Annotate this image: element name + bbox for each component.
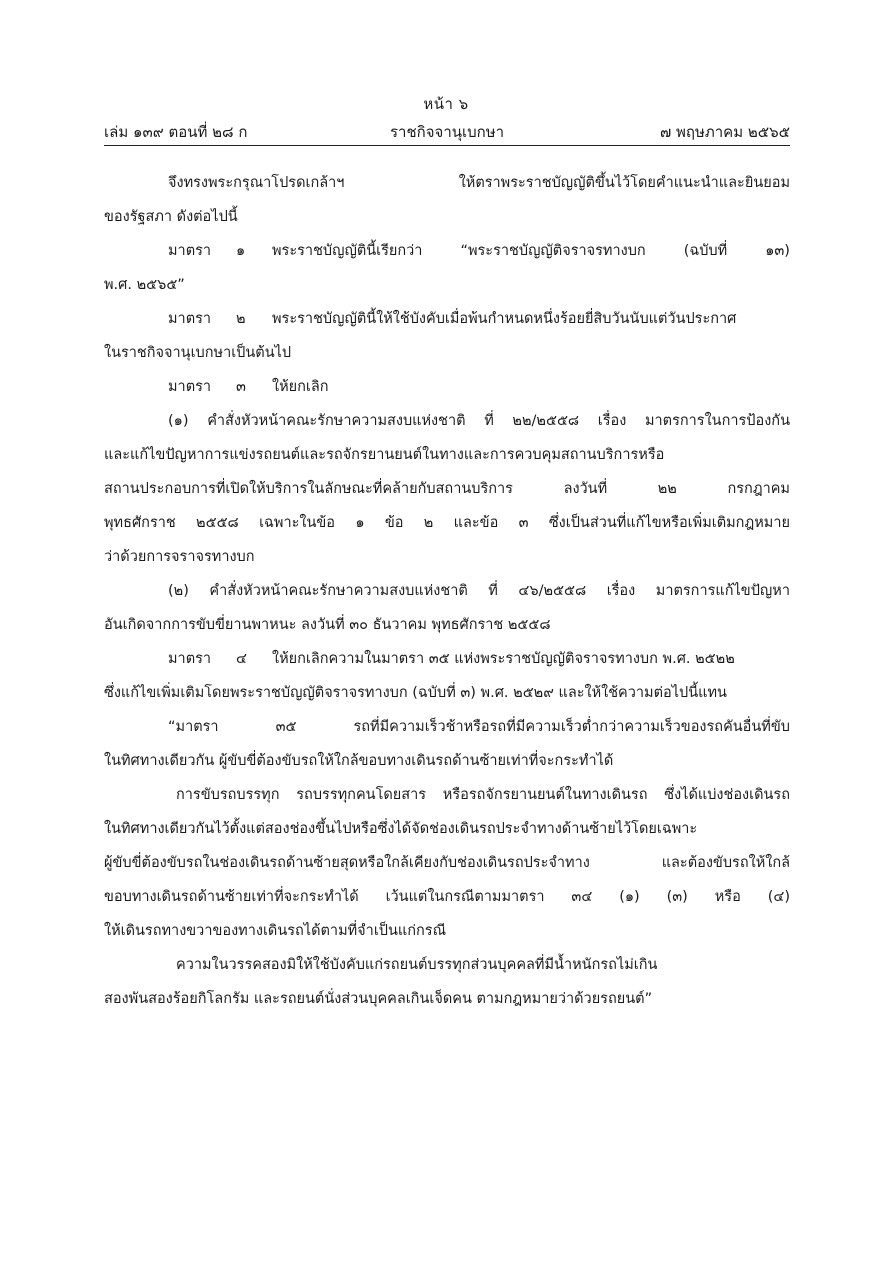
text-line: ขอบทางเดินรถด้านซ้ายเท่าที่จะกระทำได้ เว้นแต่ในกรณีตามมาตรา ๓๔ (๑) (๓) หรือ (๔) bbox=[104, 889, 790, 905]
text-line: การขับรถบรรทุก รถบรรทุกคนโดยสาร หรือรถจักรยานยนต์ในทางเดินรถ ซึ่งได้แบ่งช่องเดินรถ bbox=[176, 787, 790, 803]
header-gazette-title: ราชกิจจานุเบกษา bbox=[390, 123, 505, 141]
page-number: หน้า ๖ bbox=[423, 95, 469, 113]
running-header bbox=[104, 120, 790, 142]
text-line: ในทิศทางเดียวกัน ผู้ขับขี่ต้องขับรถให้ใกล้ขอบทางเดินรถด้านซ้ายเท่าที่จะกระทำได้ bbox=[104, 753, 614, 769]
section-3-heading: มาตรา ๓ ให้ยกเลิก bbox=[168, 379, 329, 395]
text-line: ผู้ขับขี่ต้องขับรถในช่องเดินรถด้านซ้ายสุดหรือใกล้เคียงกับช่องเดินรถประจำทาง และต้องขับรถให้ใกล้ bbox=[104, 855, 790, 871]
text-line: พ.ศ. ๒๕๖๕” bbox=[104, 277, 185, 293]
text-line: ในราชกิจจานุเบกษาเป็นต้นไป bbox=[104, 345, 292, 361]
text-line: (๑) คำสั่งหัวหน้าคณะรักษาความสงบแห่งชาติ ที่ ๒๒/๒๕๕๘ เรื่อง มาตรการในการป้องกัน bbox=[168, 413, 790, 429]
text-line: และแก้ไขปัญหาการแข่งรถยนต์และรถจักรยานยนต์ในทางและการควบคุมสถานบริการหรือ bbox=[104, 447, 665, 463]
text-line: ความในวรรคสองมิให้ใช้บังคับแก่รถยนต์บรรทุกส่วนบุคคลที่มีน้ำหนักรถไม่เกิน bbox=[176, 957, 658, 973]
text-line: พุทธศักราช ๒๕๕๘ เฉพาะในข้อ ๑ ข้อ ๒ และข้อ ๓ ซึ่งเป็นส่วนที่แก้ไขหรือเพิ่มเติมกฎหมาย bbox=[104, 515, 790, 531]
text-line: ว่าด้วยการจราจรทางบก bbox=[104, 549, 255, 565]
text-line: สองพันสองร้อยกิโลกรัม และรถยนต์นั่งส่วนบุคคลเกินเจ็ดคน ตามกฎหมายว่าด้วยรถยนต์” bbox=[104, 991, 653, 1007]
header-rule bbox=[104, 145, 790, 146]
document-body bbox=[104, 166, 790, 1016]
text-line: ของรัฐสภา ดังต่อไปนี้ bbox=[104, 209, 238, 225]
text-line: (๒) คำสั่งหัวหน้าคณะรักษาความสงบแห่งชาติ ที่ ๔๖/๒๕๕๘ เรื่อง มาตรการแก้ไขปัญหา bbox=[168, 583, 790, 599]
text-line: อันเกิดจากการขับขี่ยานพาหนะ ลงวันที่ ๓๐ ธันวาคม พุทธศักราช ๒๕๕๘ bbox=[104, 617, 551, 633]
header-volume: เล่ม ๑๓๙ ตอนที่ ๒๘ ก bbox=[104, 123, 248, 141]
section-1-heading: มาตรา ๑ พระราชบัญญัตินี้เรียกว่า “พระราชบัญญัติจราจรทางบก (ฉบับที่ ๑๓) bbox=[168, 243, 790, 259]
text-line: ให้เดินรถทางขวาของทางเดินรถได้ตามที่จำเป็นแก่กรณี bbox=[104, 923, 447, 939]
section-4-heading: มาตรา ๔ ให้ยกเลิกความในมาตรา ๓๕ แห่งพระราชบัญญัติจราจรทางบก พ.ศ. ๒๕๒๒ bbox=[168, 651, 735, 667]
section-2-heading: มาตรา ๒ พระราชบัญญัตินี้ให้ใช้บังคับเมื่อพ้นกำหนดหนึ่งร้อยยี่สิบวันนับแต่วันประกาศ bbox=[168, 311, 737, 327]
header-date: ๗ พฤษภาคม ๒๕๖๕ bbox=[659, 123, 790, 141]
text-line: ในทิศทางเดียวกันไว้ตั้งแต่สองช่องขึ้นไปหรือซึ่งได้จัดช่องเดินรถประจำทางด้านซ้ายไว้โดยเฉพาะ bbox=[104, 821, 698, 837]
text-line: จึงทรงพระกรุณาโปรดเกล้าฯ ให้ตราพระราชบัญญัติขึ้นไว้โดยคำแนะนำและยินยอม bbox=[168, 175, 790, 191]
text-line: สถานประกอบการที่เปิดให้บริการในลักษณะที่คล้ายกับสถานบริการ ลงวันที่ ๒๒ กรกฎาคม bbox=[104, 481, 790, 497]
text-line: “มาตรา ๓๕ รถที่มีความเร็วช้าหรือรถที่มีความเร็วต่ำกว่าความเร็วของรถคันอื่นที่ขับ bbox=[168, 719, 790, 735]
text-line: ซึ่งแก้ไขเพิ่มเติมโดยพระราชบัญญัติจราจรทางบก (ฉบับที่ ๓) พ.ศ. ๒๕๒๙ และให้ใช้ความต่อไปนี้แทน bbox=[104, 685, 727, 701]
